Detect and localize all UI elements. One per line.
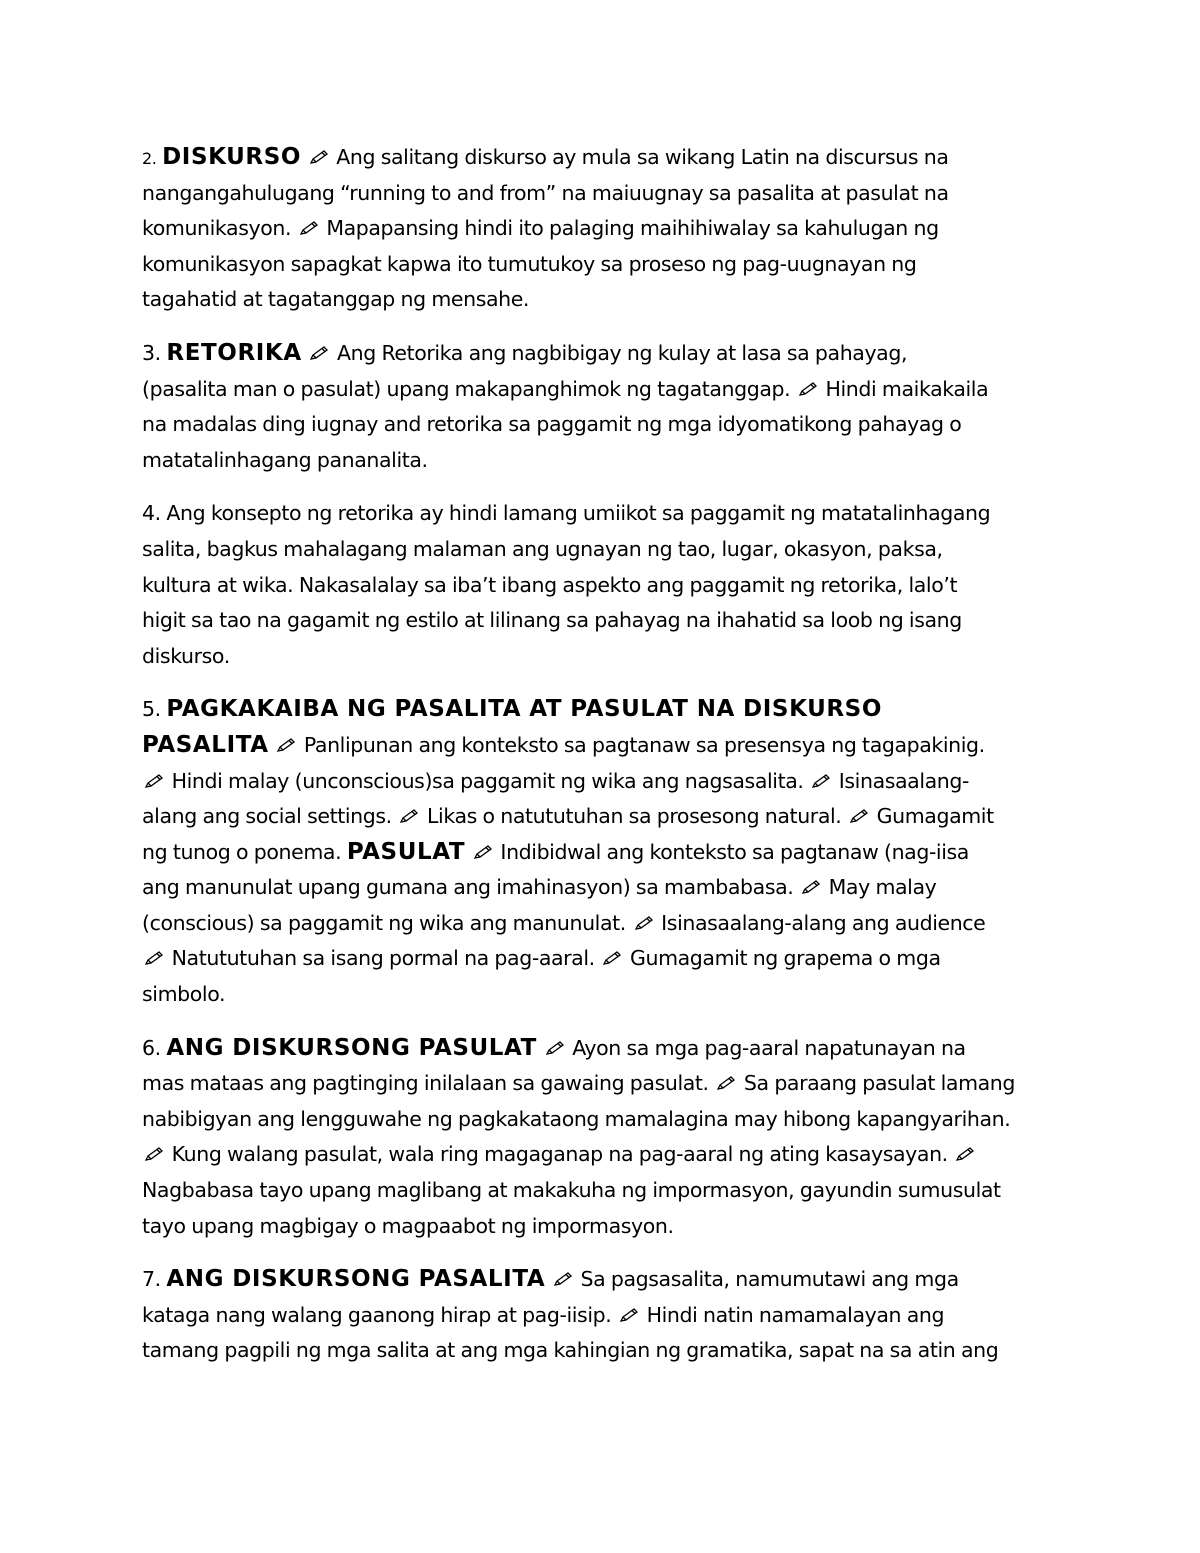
text-line xyxy=(142,211,1077,247)
text-run: Gumagamit xyxy=(876,804,994,829)
text-run: Ayon sa mga pag-aaral napatunayan na xyxy=(572,1035,966,1060)
text-run: komunikasyon. xyxy=(142,216,292,241)
text-line: 4. Ang konsepto ng retorika ay hindi lamang umiikot sa paggamit ng matatalinhagang xyxy=(142,501,991,526)
pencil-icon xyxy=(801,879,821,895)
text-run: mas mataas ang pagtinging inilalaan sa gawaing pasulat. xyxy=(142,1071,709,1096)
pencil-icon xyxy=(144,950,164,966)
text-run: Ang salitang diskurso ay mula sa wikang Latin na discursus na xyxy=(336,145,949,169)
section-heading: RETORIKA xyxy=(166,339,302,366)
pencil-icon xyxy=(545,1040,565,1056)
text-run: Indibidwal ang konteksto sa pagtanaw (nag-iisa xyxy=(500,839,969,864)
text-line: nangangahulugang “running to and from” na maiuugnay sa pasalita at pasulat na xyxy=(142,180,949,205)
text-run: Sa paraang pasulat lamang xyxy=(743,1071,1016,1096)
section-konsepto xyxy=(142,496,1077,674)
pencil-icon xyxy=(634,915,654,931)
text-run: Gumagamit ng grapema o mga xyxy=(630,946,941,971)
text-run: Sa pagsasalita, namumutawi ang mga xyxy=(580,1267,959,1292)
pencil-icon xyxy=(144,1146,164,1162)
pencil-icon xyxy=(276,737,296,753)
pencil-icon xyxy=(619,1307,639,1323)
text-run: alang ang social settings. xyxy=(142,804,392,829)
text-run: Natututuhan sa isang pormal na pag-aaral. xyxy=(171,946,595,971)
subheading-pasalita: PASALITA xyxy=(142,731,269,758)
text-line xyxy=(142,799,1077,835)
text-line: tayo upang magbigay o magpaabot ng impormasyon. xyxy=(142,1213,674,1238)
text-line: komunikasyon sapagkat kapwa ito tumutukoy sa proseso ng pag-uugnayan ng xyxy=(142,251,917,276)
pencil-icon xyxy=(955,1146,975,1162)
text-line xyxy=(142,140,1077,176)
text-run: Panlipunan ang konteksto sa pagtanaw sa presensya ng tagapakinig. xyxy=(303,732,985,757)
section-heading: DISKURSO xyxy=(162,144,302,170)
text-line xyxy=(142,1262,1077,1298)
pencil-icon xyxy=(299,220,319,236)
pencil-icon xyxy=(144,773,164,789)
text-line xyxy=(142,336,1077,372)
section-number: 2. xyxy=(142,149,157,168)
section-heading: PAGKAKAIBA NG PASALITA AT PASULAT NA DISKURSO xyxy=(166,696,882,723)
pencil-icon xyxy=(309,149,329,165)
text-run: May malay xyxy=(828,875,937,900)
document-page xyxy=(142,140,1077,1387)
text-run: Hindi maikakaila xyxy=(825,376,989,401)
text-line: tamang pagpili ng mga salita at ang mga kahingian ng gramatika, sapat na sa atin ang xyxy=(142,1338,999,1363)
text-line: higit sa tao na gagamit ng estilo at lilinang sa pahayag na ihahatid sa loob ng isang xyxy=(142,608,962,633)
text-run: ng tunog o ponema. xyxy=(142,839,342,864)
text-line xyxy=(142,1298,1077,1334)
text-line: kultura at wika. Nakasalalay sa iba’t ibang aspekto ang paggamit ng retorika, lalo’t xyxy=(142,572,958,597)
text-line: diskurso. xyxy=(142,643,230,668)
pencil-icon xyxy=(473,844,493,860)
text-run: (conscious) sa paggamit ng wika ang manunulat. xyxy=(142,910,626,935)
pencil-icon xyxy=(553,1271,573,1287)
text-run: (pasalita man o pasulat) upang makapanghimok ng tagatanggap. xyxy=(142,376,791,401)
pencil-icon xyxy=(309,345,329,361)
pencil-icon xyxy=(798,381,818,397)
section-number: 7. xyxy=(142,1267,161,1292)
section-number: 5. xyxy=(142,697,161,722)
text-line: tagahatid at tagatanggap ng mensahe. xyxy=(142,287,530,312)
text-run: Kung walang pasulat, wala ring magaganap na pag-aaral ng ating kasaysayan. xyxy=(171,1142,948,1167)
section-number: 3. xyxy=(142,340,161,365)
text-line xyxy=(142,372,1077,408)
section-pagkakaiba xyxy=(142,692,1077,1012)
text-line xyxy=(142,835,1077,871)
section-diskursong-pasulat xyxy=(142,1031,1077,1245)
text-run: Isinasaalang-alang ang audience xyxy=(661,910,986,935)
text-line xyxy=(142,941,1077,977)
text-line xyxy=(142,906,1077,942)
text-run: Hindi malay (unconscious)sa paggamit ng wika ang nagsasalita. xyxy=(171,768,804,793)
text-run: Hindi natin namamalayan ang xyxy=(646,1302,945,1327)
section-heading: ANG DISKURSONG PASALITA xyxy=(166,1266,546,1293)
pencil-icon xyxy=(811,773,831,789)
text-line xyxy=(142,1031,1077,1067)
text-line: na madalas ding iugnay and retorika sa paggamit ng mga idyomatikong pahayag o xyxy=(142,412,962,437)
section-retorika xyxy=(142,336,1077,478)
text-run: Isinasaalang- xyxy=(838,768,969,793)
section-diskursong-pasalita xyxy=(142,1262,1077,1369)
text-run: Ang Retorika ang nagbibigay ng kulay at lasa sa pahayag, xyxy=(337,340,908,365)
pencil-icon xyxy=(602,950,622,966)
text-line xyxy=(142,728,1077,764)
text-line: salita, bagkus mahalagang malaman ang ugnayan ng tao, lugar, okasyon, paksa, xyxy=(142,536,943,561)
text-run: ang manunulat upang gumana ang imahinasyon) sa mambabasa. xyxy=(142,875,794,900)
text-run: Mapapansing hindi ito palaging maihihiwalay sa kahulugan ng xyxy=(326,216,939,241)
text-run: Likas o natututuhan sa prosesong natural. xyxy=(427,804,842,829)
text-run: kataga nang walang gaanong hirap at pag-iisip. xyxy=(142,1302,612,1327)
subheading-pasulat: PASULAT xyxy=(346,838,466,865)
section-heading: ANG DISKURSONG PASULAT xyxy=(166,1034,537,1061)
pencil-icon xyxy=(849,808,869,824)
text-line xyxy=(142,692,1077,728)
text-line xyxy=(142,764,1077,800)
text-line: simbolo. xyxy=(142,982,226,1007)
text-line: nabibigyan ang lengguwahe ng pagkakataong mamalagina may hibong kapangyarihan. xyxy=(142,1106,1011,1131)
text-line xyxy=(142,870,1077,906)
pencil-icon xyxy=(399,808,419,824)
text-line: matatalinhagang pananalita. xyxy=(142,447,428,472)
pencil-icon xyxy=(716,1075,736,1091)
section-number: 6. xyxy=(142,1035,161,1060)
text-line xyxy=(142,1137,1077,1173)
text-line xyxy=(142,1066,1077,1102)
section-diskurso xyxy=(142,140,1077,318)
text-line: Nagbabasa tayo upang maglibang at makakuha ng impormasyon, gayundin sumusulat xyxy=(142,1178,1001,1203)
